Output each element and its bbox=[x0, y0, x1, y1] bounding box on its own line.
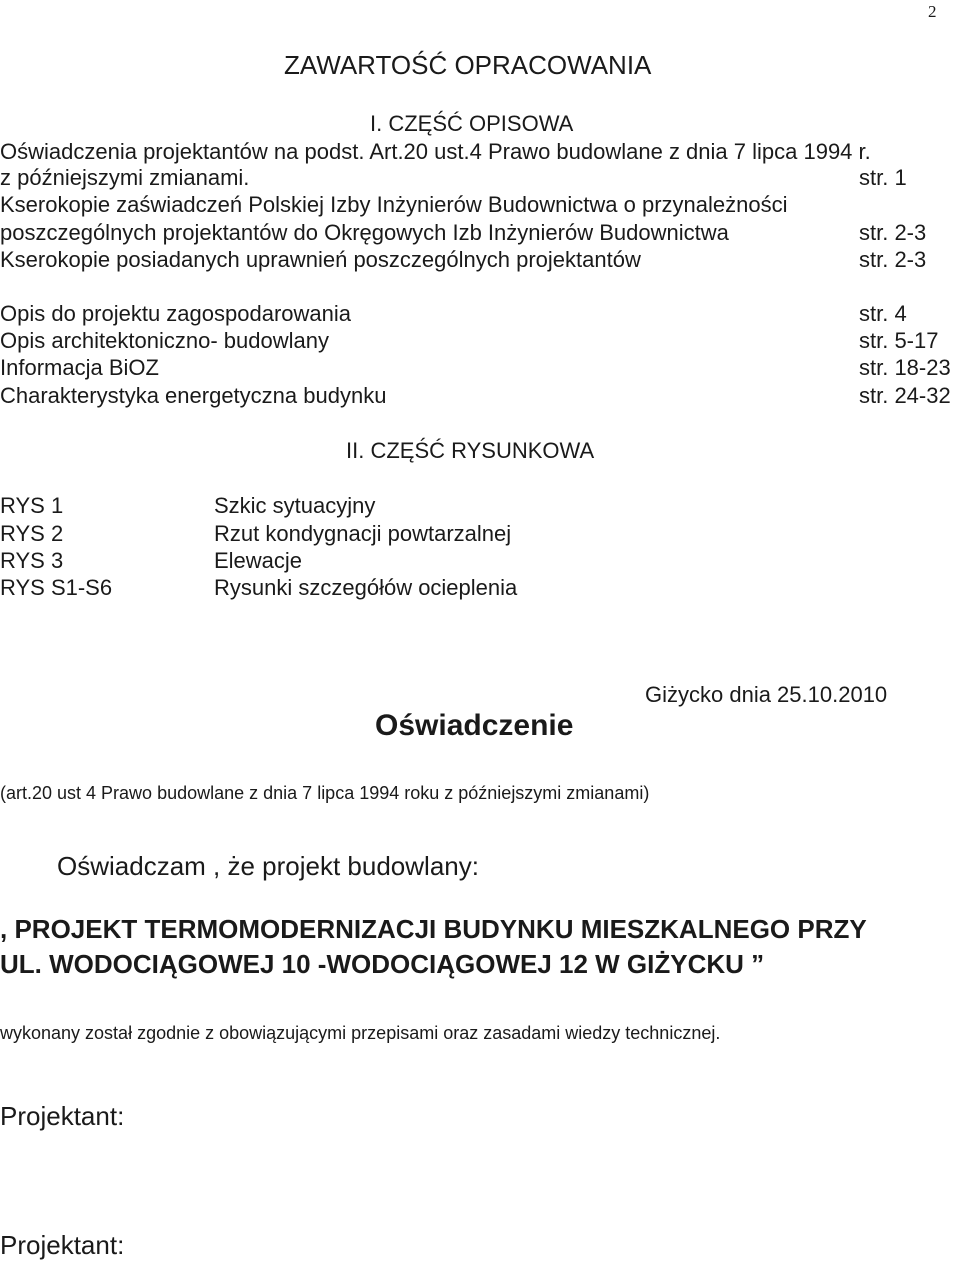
toc-page-ref: str. 1 bbox=[859, 165, 907, 190]
toc-item-label: Charakterystyka energetyczna budynku bbox=[0, 383, 387, 408]
part2-heading: II. CZĘŚĆ RYSUNKOWA bbox=[346, 438, 595, 463]
toc-item-page: str. 18-23 bbox=[859, 355, 951, 380]
drawing-code: RYS 2 bbox=[0, 521, 64, 546]
toc-line-certificates-cont: poszczególnych projektantów do Okręgowych Izb Inżynierów Budownictwa bbox=[0, 220, 729, 245]
toc-line-statements-cont: z późniejszymi zmianami. bbox=[0, 165, 250, 190]
drawing-name: Rysunki szczegółów ocieplenia bbox=[214, 575, 518, 600]
toc-item-page: str. 24-32 bbox=[859, 383, 951, 408]
statement-title: Oświadczenie bbox=[375, 709, 574, 742]
toc-item-label: Opis do projektu zagospodarowania bbox=[0, 301, 352, 326]
drawing-name: Elewacje bbox=[214, 548, 303, 573]
page-number: 2 bbox=[928, 2, 937, 21]
toc-item-label: Informacja BiOZ bbox=[0, 355, 159, 380]
toc-line-certificates: Kserokopie zaświadczeń Polskiej Izby Inżynierów Budownictwa o przynależności bbox=[0, 192, 788, 217]
place-and-date: Giżycko dnia 25.10.2010 bbox=[645, 682, 888, 707]
project-name-line1: , PROJEKT TERMOMODERNIZACJI BUDYNKU MIESZKALNEGO PRZY bbox=[0, 914, 867, 944]
toc-item-label: Opis architektoniczno- budowlany bbox=[0, 328, 329, 353]
toc-item-page: str. 5-17 bbox=[859, 328, 939, 353]
part1-heading: I. CZĘŚĆ OPISOWA bbox=[370, 111, 574, 136]
designer-label: Projektant: bbox=[0, 1230, 125, 1260]
drawing-name: Szkic sytuacyjny bbox=[214, 493, 376, 518]
designer-label: Projektant: bbox=[0, 1101, 125, 1131]
project-name-line2: UL. WODOCIĄGOWEJ 10 -WODOCIĄGOWEJ 12 W GIŻYCKU ” bbox=[0, 949, 765, 979]
drawing-code: RYS S1-S6 bbox=[0, 575, 113, 600]
document-title: ZAWARTOŚĆ OPRACOWANIA bbox=[284, 50, 652, 80]
toc-page-ref: str. 2-3 bbox=[859, 220, 927, 245]
toc-item-page: str. 4 bbox=[859, 301, 907, 326]
drawing-name: Rzut kondygnacji powtarzalnej bbox=[214, 521, 512, 546]
declaration-text: Oświadczam , że projekt budowlany: bbox=[57, 851, 479, 881]
compliance-text: wykonany został zgodnie z obowiązującymi przepisami oraz zasadami wiedzy technicznej. bbox=[0, 1023, 721, 1043]
toc-line-statements: Oświadczenia projektantów na podst. Art.20 ust.4 Prawo budowlane z dnia 7 lipca 1994 r. bbox=[0, 139, 871, 164]
legal-basis: (art.20 ust 4 Prawo budowlane z dnia 7 lipca 1994 roku z późniejszymi zmianami) bbox=[0, 783, 650, 803]
drawing-code: RYS 3 bbox=[0, 548, 64, 573]
toc-line-licenses: Kserokopie posiadanych uprawnień poszczególnych projektantów bbox=[0, 247, 641, 272]
toc-page-ref: str. 2-3 bbox=[859, 247, 927, 272]
drawing-code: RYS 1 bbox=[0, 493, 64, 518]
